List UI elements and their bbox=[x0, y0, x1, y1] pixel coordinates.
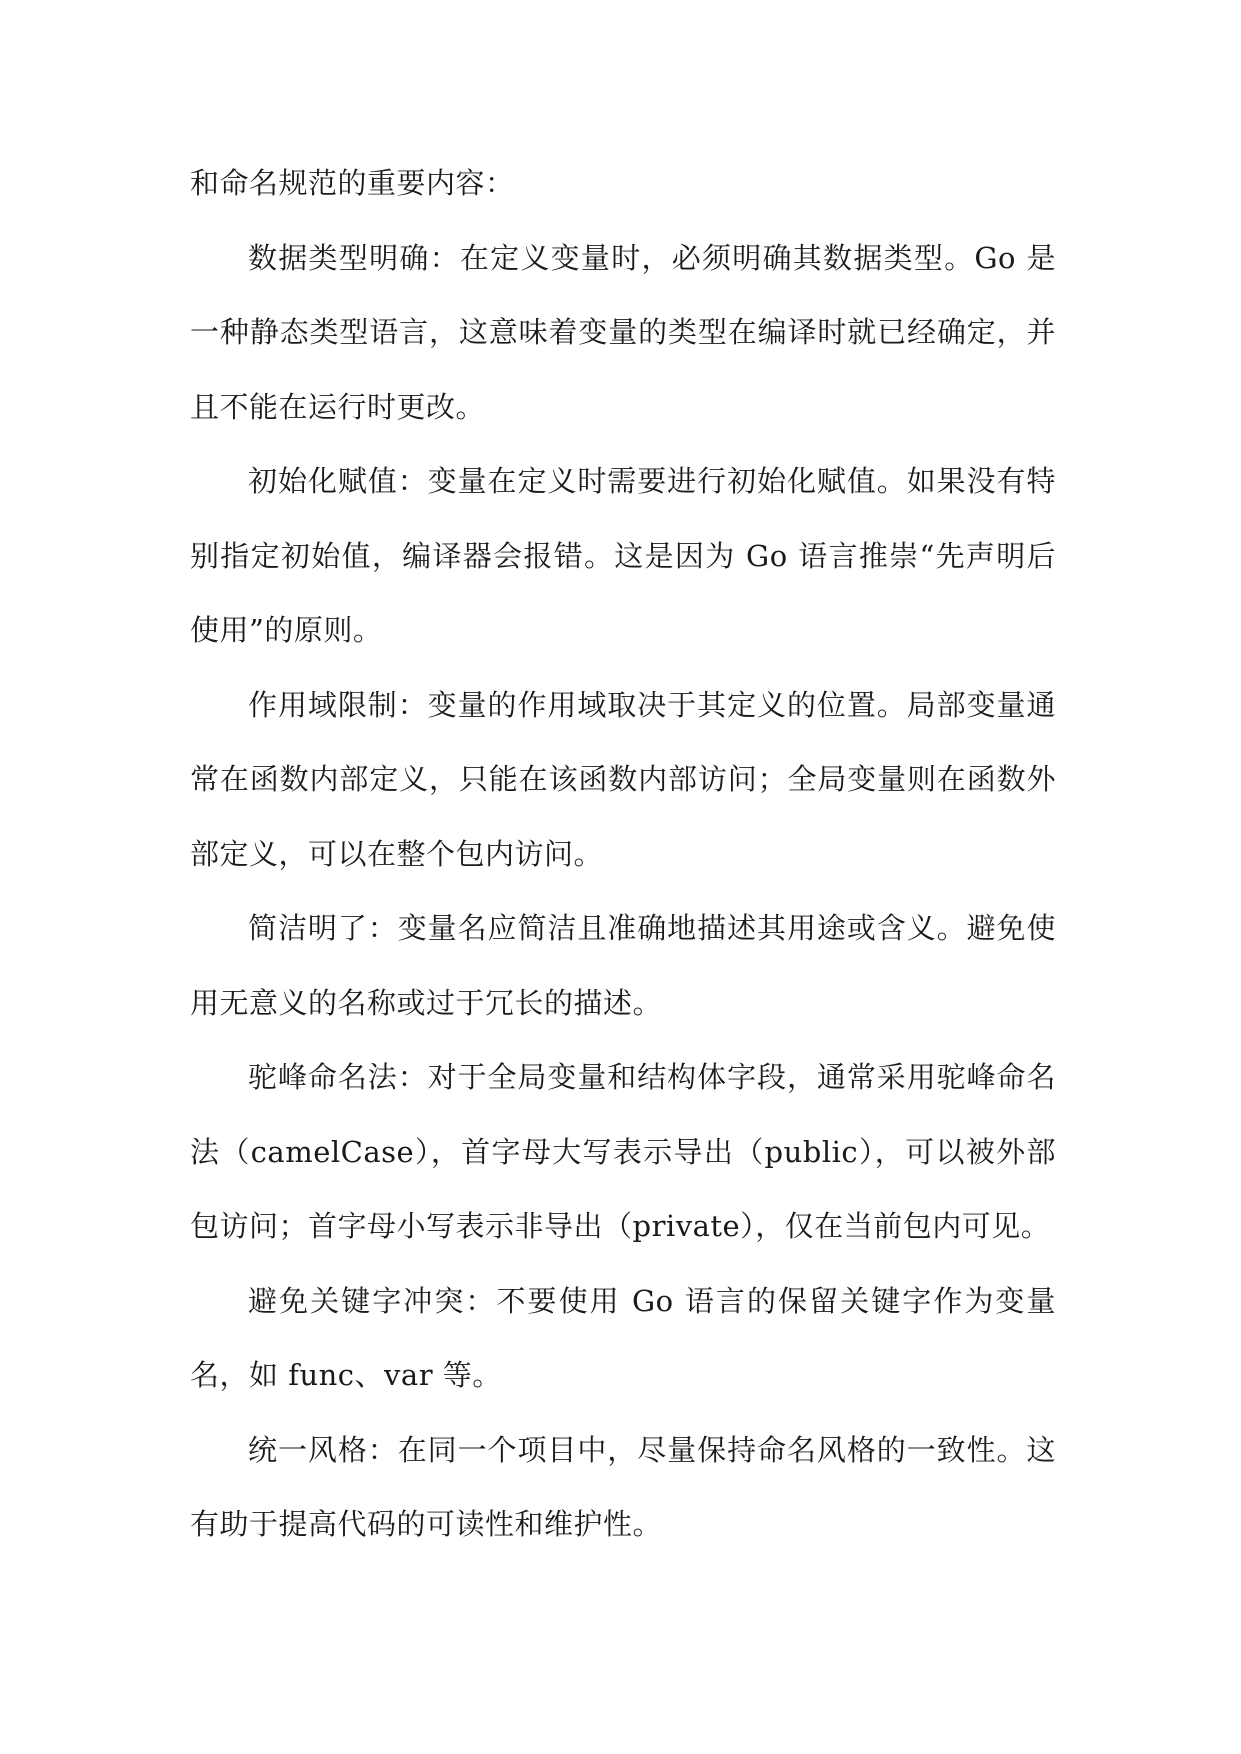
document-body bbox=[190, 146, 1056, 1562]
paragraph-keywords: 避免关键字冲突：不要使用 Go 语言的保留关键字作为变量名，如 func、var 等。 bbox=[190, 1283, 1056, 1392]
paragraph-unified-style: 统一风格：在同一个项目中，尽量保持命名风格的一致性。这有助于提高代码的可读性和维护性。 bbox=[190, 1432, 1056, 1541]
paragraph-continuation: 和命名规范的重要内容： bbox=[190, 166, 515, 200]
paragraph-camel-case: 驼峰命名法：对于全局变量和结构体字段，通常采用驼峰命名法（camelCase），首字母大写表示导出（public），可以被外部包访问；首字母小写表示非导出（private），仅在当前包内可见。 bbox=[190, 1060, 1056, 1243]
paragraph-scope: 作用域限制：变量的作用域取决于其定义的位置。局部变量通常在函数内部定义，只能在该函数内部访问；全局变量则在函数外部定义，可以在整个包内访问。 bbox=[190, 687, 1056, 871]
paragraph-data-type: 数据类型明确：在定义变量时，必须明确其数据类型。Go 是一种静态类型语言，这意味着变量的类型在编译时就已经确定，并且不能在运行时更改。 bbox=[190, 240, 1056, 424]
paragraph-concise: 简洁明了：变量名应简洁且准确地描述其用途或含义。避免使用无意义的名称或过于冗长的描述。 bbox=[190, 911, 1056, 1020]
paragraph-initialization: 初始化赋值：变量在定义时需要进行初始化赋值。如果没有特别指定初始值，编译器会报错。这是因为 Go 语言推崇“先声明后使用”的原则。 bbox=[190, 464, 1056, 647]
